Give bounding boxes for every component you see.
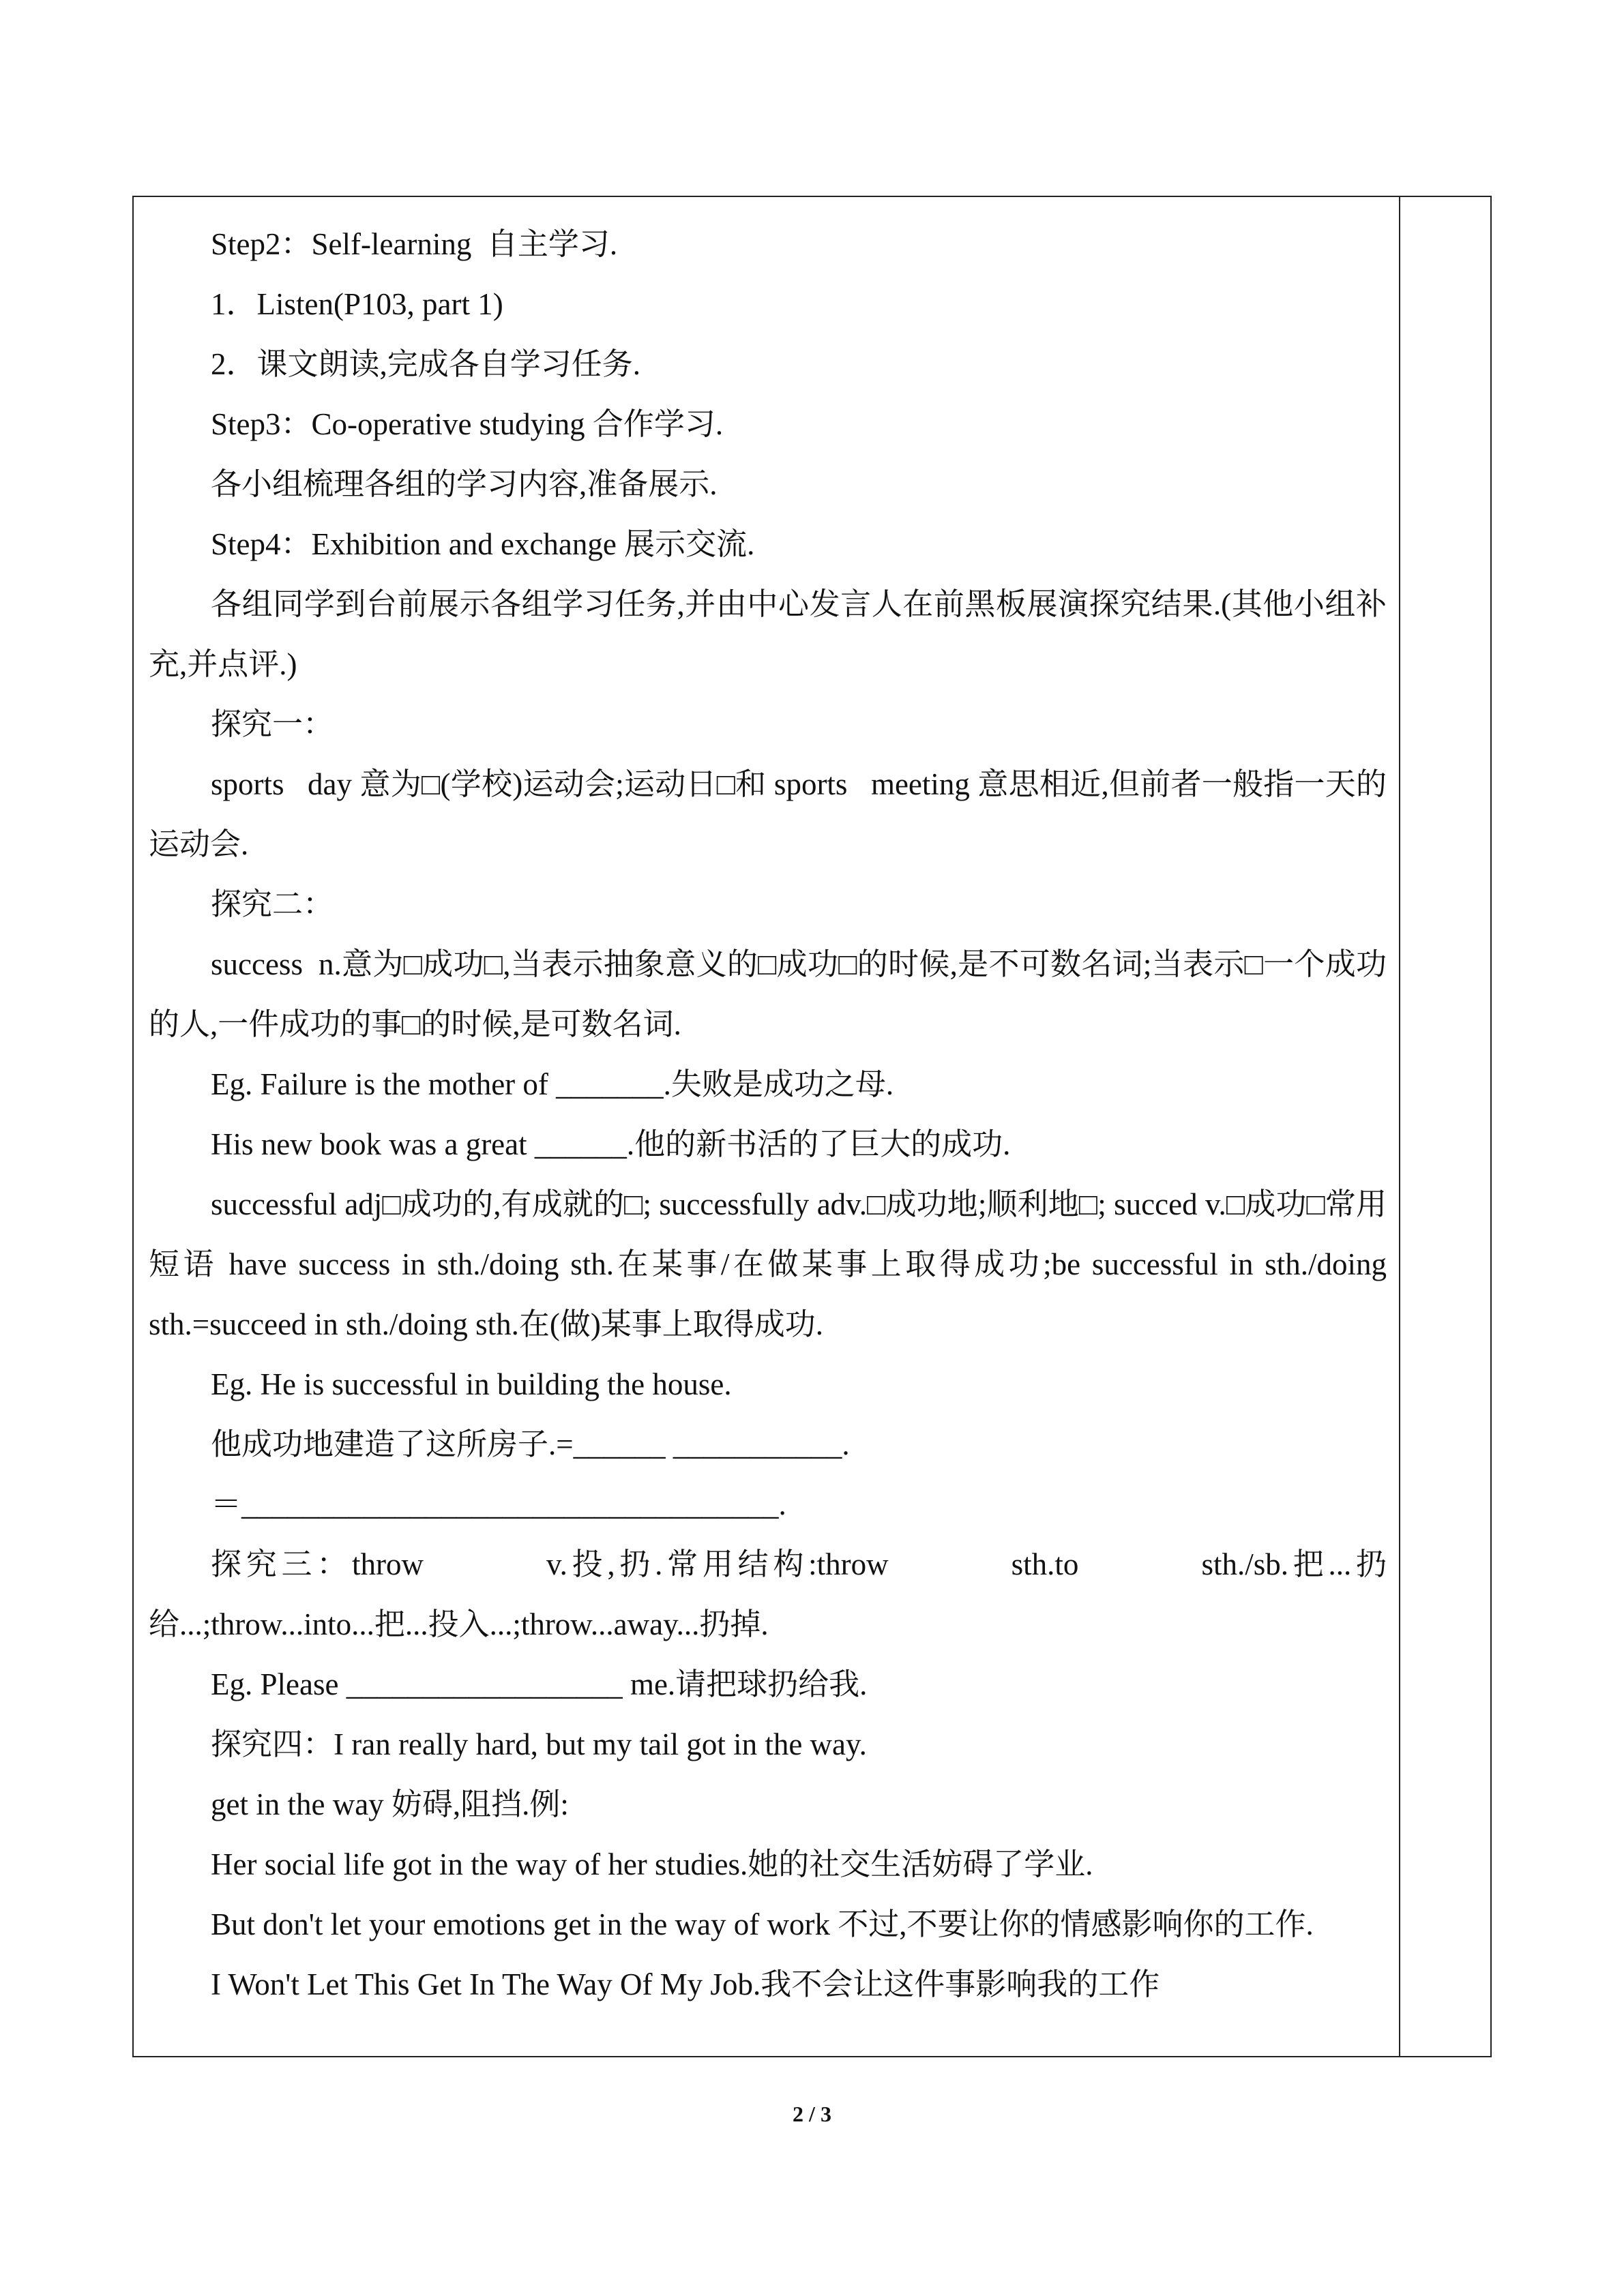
line-example-book: His new book was a great ______.他的新书活的了巨大的成功. bbox=[211, 1127, 1011, 1161]
heading-explore-1: 探究一： bbox=[211, 707, 334, 741]
line-rewrite-2: ＝___________________________________. bbox=[211, 1487, 786, 1521]
line-successful-forms: successful adj□成功的,有成就的□; successfully adv.□成功地;顺利地□; succed v.□成功□常用短语 have success in sth./doing sth.在某事/在做某事上取得成功;be successful in sth./doing sth.=succeed in sth./doing sth.在(做)某事上取得成功. bbox=[149, 1187, 1395, 1341]
line-step4: Step4：Exhibition and exchange 展示交流. bbox=[211, 527, 755, 561]
line-example-emotions: But don't let your emotions get in the way of work 不过,不要让你的情感影响你的工作. bbox=[211, 1907, 1314, 1941]
line-group-present: 各组同学到台前展示各组学习任务,并由中心发言人在前黑板展演探究结果.(其他小组补充,并点评.) bbox=[149, 587, 1387, 681]
line-example-failure: Eg. Failure is the mother of _______.失败是成功之母. bbox=[211, 1067, 894, 1101]
line-step3: Step3：Co-operative studying 合作学习. bbox=[211, 407, 724, 441]
lesson-table bbox=[132, 196, 1492, 2057]
page-number: 2 / 3 bbox=[793, 2102, 831, 2126]
line-read-text: 2．课文朗读,完成各自学习任务. bbox=[211, 347, 641, 381]
notes-column-divider bbox=[1399, 197, 1400, 2056]
line-example-job: I Won't Let This Get In The Way Of My Job.我不会让这件事影响我的工作 bbox=[211, 1967, 1160, 2001]
heading-explore-2: 探究二： bbox=[211, 887, 334, 921]
line-success-noun: success n.意为□成功□,当表示抽象意义的□成功□的时候,是不可数名词;当表示□一个成功的人,一件成功的事□的时候,是可数名词. bbox=[149, 947, 1387, 1041]
lesson-content-cell bbox=[149, 214, 1395, 2014]
line-example-social: Her social life got in the way of her studies.她的社交生活妨碍了学业. bbox=[211, 1847, 1093, 1881]
line-sports-day: sports day 意为□(学校)运动会;运动日□和 sports meeting 意思相近,但前者一般指一天的运动会. bbox=[149, 767, 1387, 861]
line-group-prepare: 各小组梳理各组的学习内容,准备展示. bbox=[211, 467, 718, 501]
line-explore-4: 探究四：I ran really hard, but my tail got in the way. bbox=[211, 1727, 867, 1761]
line-step2: Step2：Self-learning 自主学习. bbox=[211, 227, 618, 261]
line-listen: 1．Listen(P103, part 1) bbox=[211, 287, 503, 321]
line-explore-3-throw: 探究三：throw v.投,扔.常用结构:throw sth.to sth./sb.把...扔给...;throw...into...把...投入...;throw...away...扔掉. bbox=[149, 1547, 1387, 1641]
line-get-in-the-way: get in the way 妨碍,阻挡.例: bbox=[211, 1787, 569, 1821]
line-example-ball: Eg. Please __________________ me.请把球扔给我. bbox=[211, 1667, 868, 1701]
line-rewrite-1: 他成功地建造了这所房子.=______ ___________. bbox=[211, 1427, 850, 1461]
line-example-house: Eg. He is successful in building the house. bbox=[211, 1367, 732, 1401]
